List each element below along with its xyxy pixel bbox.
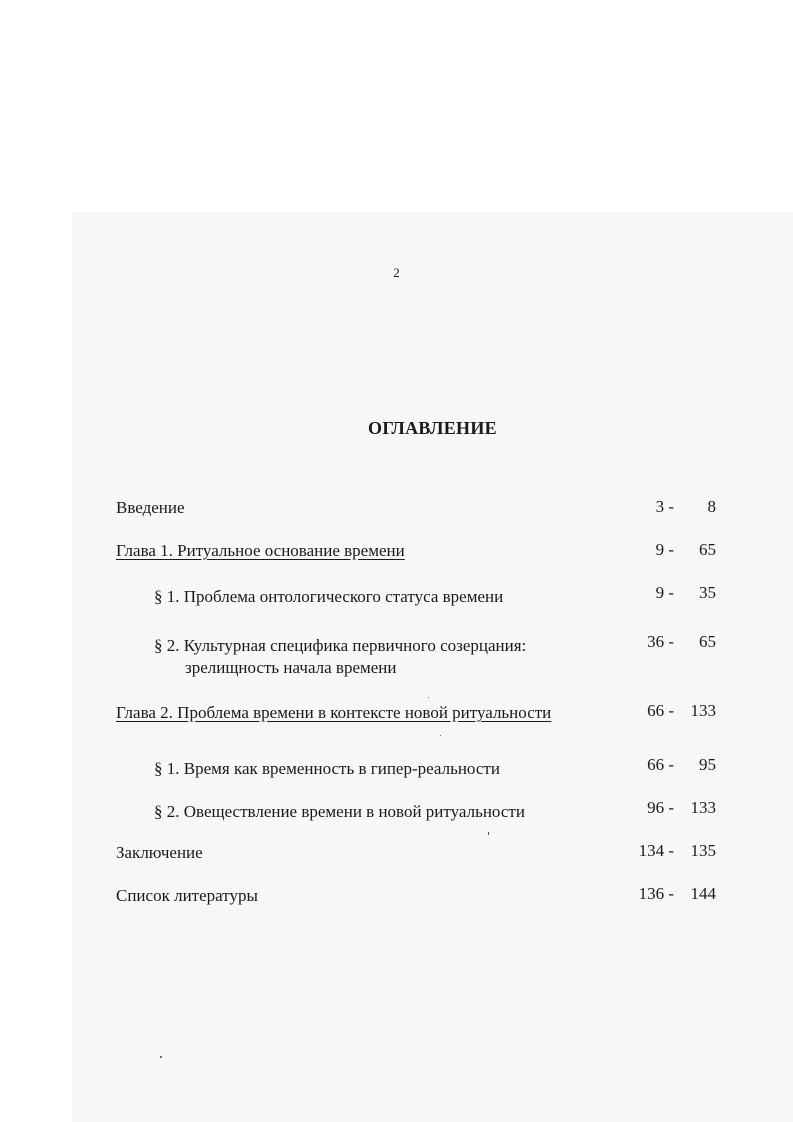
toc-entry-text: Глава 2. Проблема времени в контексте новой ритуальности [116, 703, 552, 722]
toc-entry-text: Заключение [116, 843, 203, 862]
toc-entry-page-from: 36 - [647, 632, 674, 651]
toc-entry-text: Список литературы [116, 886, 258, 905]
toc-entry-text: § 1. Проблема онтологического статуса времени [154, 587, 504, 606]
scan-speck [160, 1056, 162, 1058]
toc-entry-page-to: 95 [699, 755, 716, 774]
toc-entry-page-to: 144 [690, 884, 716, 903]
toc-entry-page-to: 135 [690, 841, 716, 860]
toc-title: ОГЛАВЛЕНИЕ [368, 418, 497, 438]
toc-entry-page-to: 8 [707, 497, 716, 516]
toc-entry-text-line2: зрелищность начала времени [185, 658, 397, 677]
toc-entry-page-from: 96 - [647, 798, 674, 817]
toc-entry-text: § 2. Овеществление времени в новой ритуальности [154, 802, 525, 821]
toc-entry-page-from: 66 - [647, 755, 674, 774]
toc-entry-text-line1: § 2. Культурная специфика первичного созерцания: [154, 636, 527, 655]
toc-entry-page-from: 3 - [655, 497, 674, 516]
toc-entry-page-to: 35 [699, 583, 716, 602]
toc-entry-page-to: 65 [699, 540, 716, 559]
scan-background [72, 212, 793, 1122]
toc-entry-page-from: 66 - [647, 701, 674, 720]
scan-speck [428, 697, 429, 698]
scan-speck [440, 735, 441, 736]
toc-entry-text: § 1. Время как временность в гипер-реальности [154, 759, 500, 778]
toc-entry-text: Введение [116, 498, 185, 517]
page-number: 2 [393, 265, 400, 280]
toc-entry-text: Глава 1. Ритуальное основание времени [116, 541, 405, 560]
toc-entry-page-to: 133 [690, 798, 716, 817]
toc-entry-page-from: 9 - [655, 540, 674, 559]
toc-entry-page-to: 65 [699, 632, 716, 651]
toc-entry-page-from: 9 - [655, 583, 674, 602]
toc-entry-page-from: 134 - [638, 841, 674, 860]
toc-entry-page-from: 136 - [638, 884, 674, 903]
scan-speck [488, 832, 489, 835]
toc-entry-page-to: 133 [690, 701, 716, 720]
